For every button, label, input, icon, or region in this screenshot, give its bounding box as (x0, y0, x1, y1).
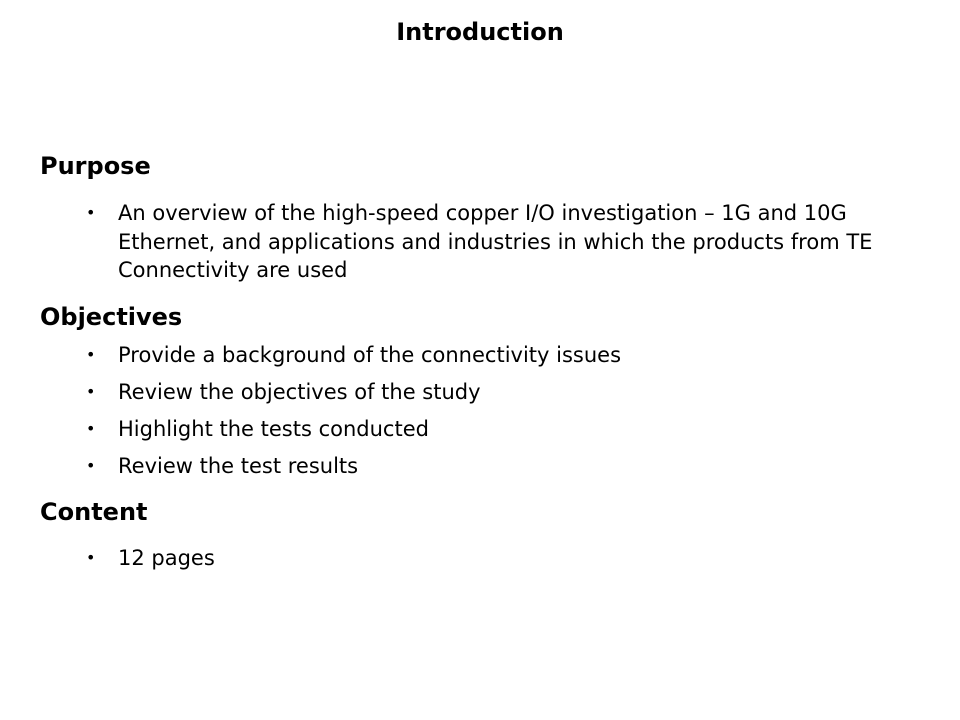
bullet-icon: • (86, 419, 96, 438)
bullet-icon: • (86, 548, 96, 567)
slide-title: Introduction (396, 18, 564, 46)
section-heading-objectives: Objectives (40, 303, 183, 331)
list-item-text: An overview of the high-speed copper I/O investigation – 1G and 10G Ethernet, and applications and industries in which the products from TE Connectivity are used (118, 201, 873, 282)
section-heading-content: Content (40, 498, 148, 526)
list-item-text: 12 pages (118, 546, 215, 570)
list-item-text: Review the objectives of the study (118, 380, 481, 404)
section-heading-purpose: Purpose (40, 152, 151, 180)
list-item-text: Review the test results (118, 454, 359, 478)
bullet-icon: • (86, 382, 96, 401)
bullet-icon: • (86, 456, 96, 475)
list-item-text: Provide a background of the connectivity issues (118, 343, 622, 367)
bullet-icon: • (86, 203, 96, 222)
list-item-text: Highlight the tests conducted (118, 417, 429, 441)
bullet-icon: • (86, 345, 96, 364)
